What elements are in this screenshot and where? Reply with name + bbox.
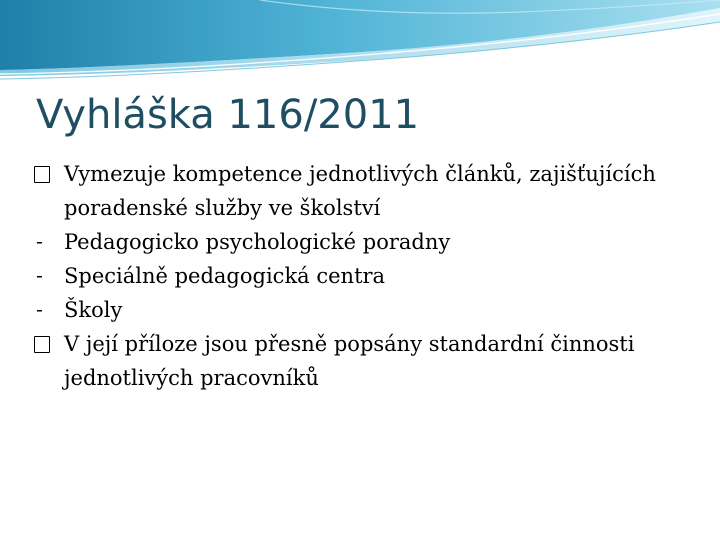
list-item [34, 157, 706, 225]
dash-marker: - [36, 299, 43, 321]
slide-title: Vyhláška 116/2011 [36, 92, 420, 138]
box-symbol-icon [34, 166, 50, 183]
list-item-text: V její příloze jsou přesně popsány standardní činnosti jednotlivých pracovníků [64, 332, 635, 390]
list-item [34, 327, 706, 395]
box-symbol-icon [34, 336, 50, 353]
list-item [34, 259, 706, 293]
list-item-text: Školy [64, 298, 123, 322]
bullet-list [34, 157, 706, 395]
list-item-text: Pedagogicko psychologické poradny [64, 230, 451, 254]
list-item-text: Speciálně pedagogická centra [64, 264, 386, 288]
dash-marker: - [36, 265, 43, 287]
dash-marker: - [36, 231, 43, 253]
list-item-text: Vymezuje kompetence jednotlivých článků, zajišťujících poradenské služby ve školství [64, 162, 656, 220]
list-item [34, 225, 706, 259]
list-item [34, 293, 706, 327]
header-wave-decoration [0, 0, 720, 90]
